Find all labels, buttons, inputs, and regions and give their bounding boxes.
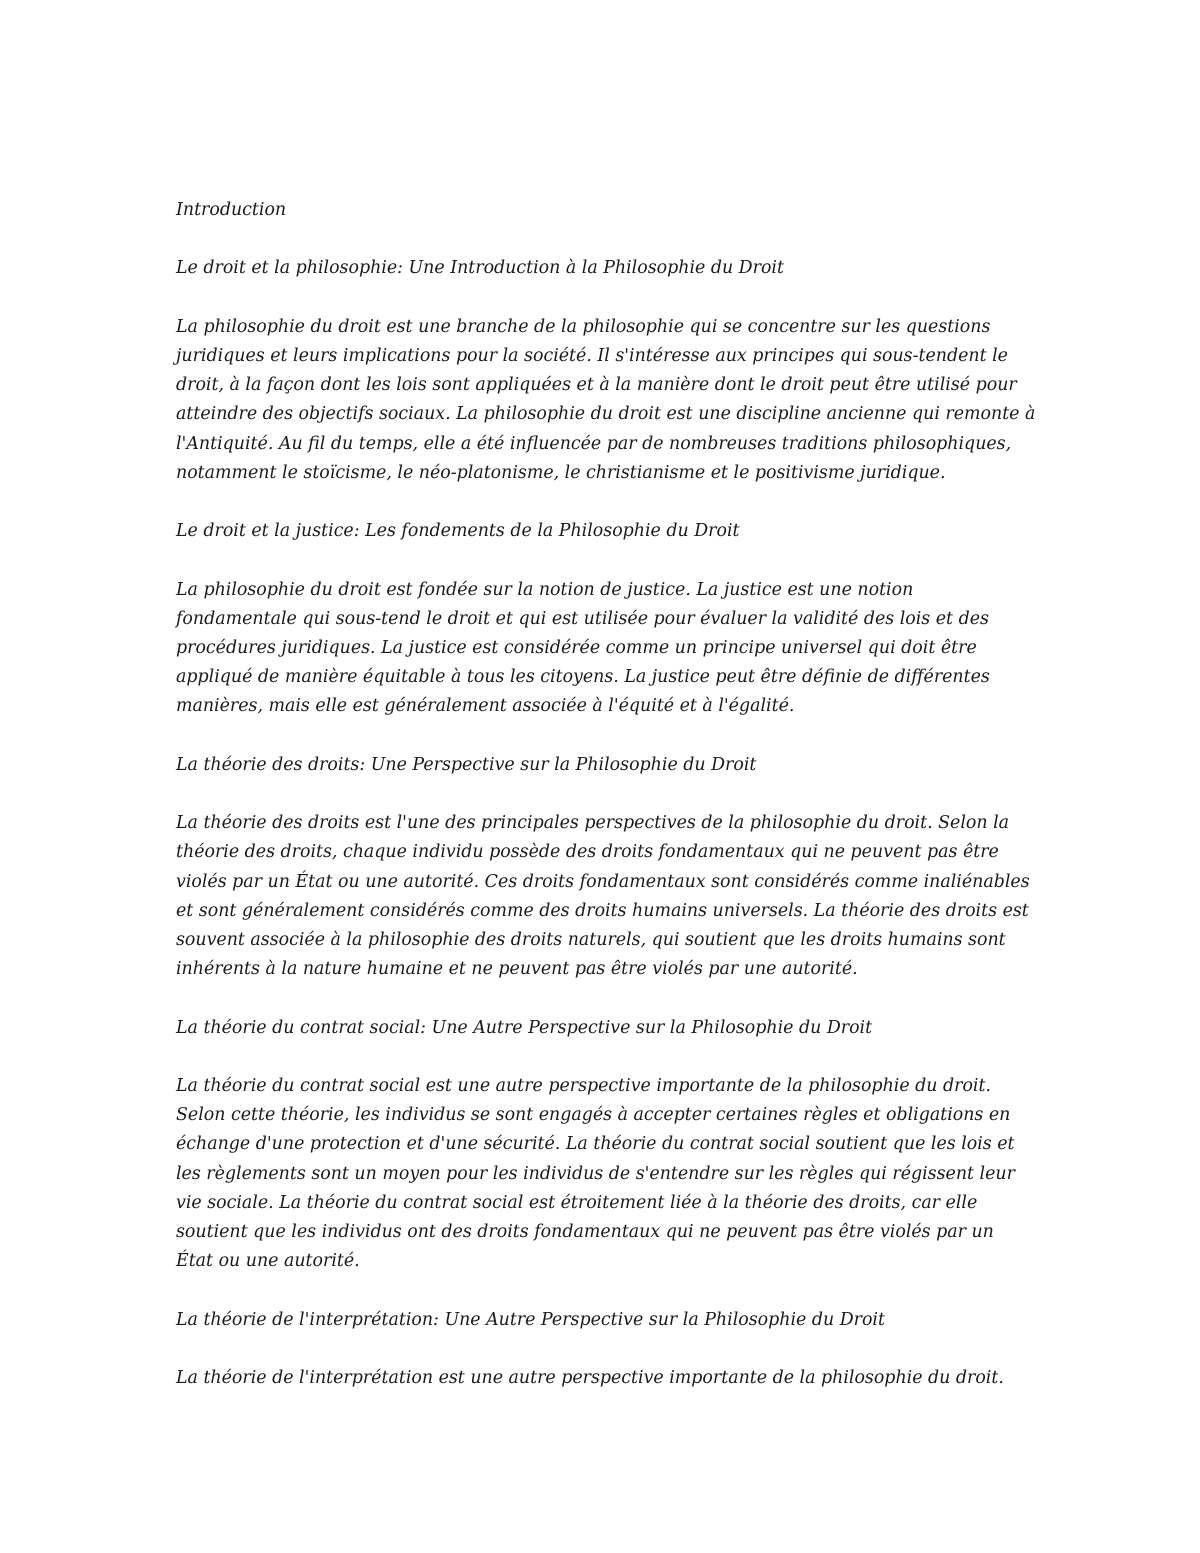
- document-content: [176, 196, 1036, 1393]
- section-body: La philosophie du droit est fondée sur la notion de justice. La justice est une notion fondamentale qui sous-tend le droit et qui est utilisée pour évaluer la validité des lois et des procédures juridiques. La justice est considérée comme un principe universel qui doit être appliqué de manière équitable à tous les citoyens. La justice peut être définie de différentes manières, mais elle est généralement associée à l'équité et à l'égalité.: [176, 579, 990, 717]
- intro-heading: Introduction: [176, 200, 287, 220]
- section-heading: La théorie des droits: Une Perspective sur la Philosophie du Droit: [176, 754, 757, 775]
- section-heading: Le droit et la philosophie: Une Introduction à la Philosophie du Droit: [176, 258, 784, 279]
- section-heading: La théorie du contrat social: Une Autre Perspective sur la Philosophie du Droit: [176, 1017, 873, 1038]
- section-heading: La théorie de l'interprétation: Une Autre Perspective sur la Philosophie du Droit: [176, 1309, 885, 1330]
- section-body: La théorie du contrat social est une autre perspective importante de la philosophie du droit. Selon cette théorie, les individus se sont engagés à accepter certaines règles et obligations en échange d'une protection et d'une sécurité. La théorie du contrat social soutient que les lois et les règlements sont un moyen pour les individus de s'entendre sur les règles qui régissent leur vie sociale. La théorie du contrat social est étroitement liée à la théorie des droits, car elle soutient que les individus ont des droits fondamentaux qui ne peuvent pas être violés par un État ou une autorité.: [176, 1075, 1015, 1272]
- section-body: La théorie de l'interprétation est une autre perspective importante de la philosophie du droit.: [176, 1367, 1004, 1388]
- section-body: La théorie des droits est l'une des principales perspectives de la philosophie du droit. Selon la théorie des droits, chaque individu possède des droits fondamentaux qui ne peuvent pas être violés par un État ou une autorité. Ces droits fondamentaux sont considérés comme inaliénables et sont généralement considérés comme des droits humains universels. La théorie des droits est souvent associée à la philosophie des droits naturels, qui soutient que les droits humains sont inhérents à la nature humaine et ne peuvent pas être violés par une autorité.: [176, 813, 1030, 980]
- section-body: La philosophie du droit est une branche de la philosophie qui se concentre sur les questions juridiques et leurs implications pour la société. Il s'intéresse aux principes qui sous-tendent le droit, à la façon dont les lois sont appliquées et à la manière dont le droit peut être utilisé pour atteindre des objectifs sociaux. La philosophie du droit est une discipline ancienne qui remonte à l'Antiquité. Au fil du temps, elle a été influencée par de nombreuses traditions philosophiques, notamment le stoïcisme, le néo-platonisme, le christianisme et le positivisme juridique.: [176, 316, 1036, 483]
- section-heading: Le droit et la justice: Les fondements de la Philosophie du Droit: [176, 521, 740, 542]
